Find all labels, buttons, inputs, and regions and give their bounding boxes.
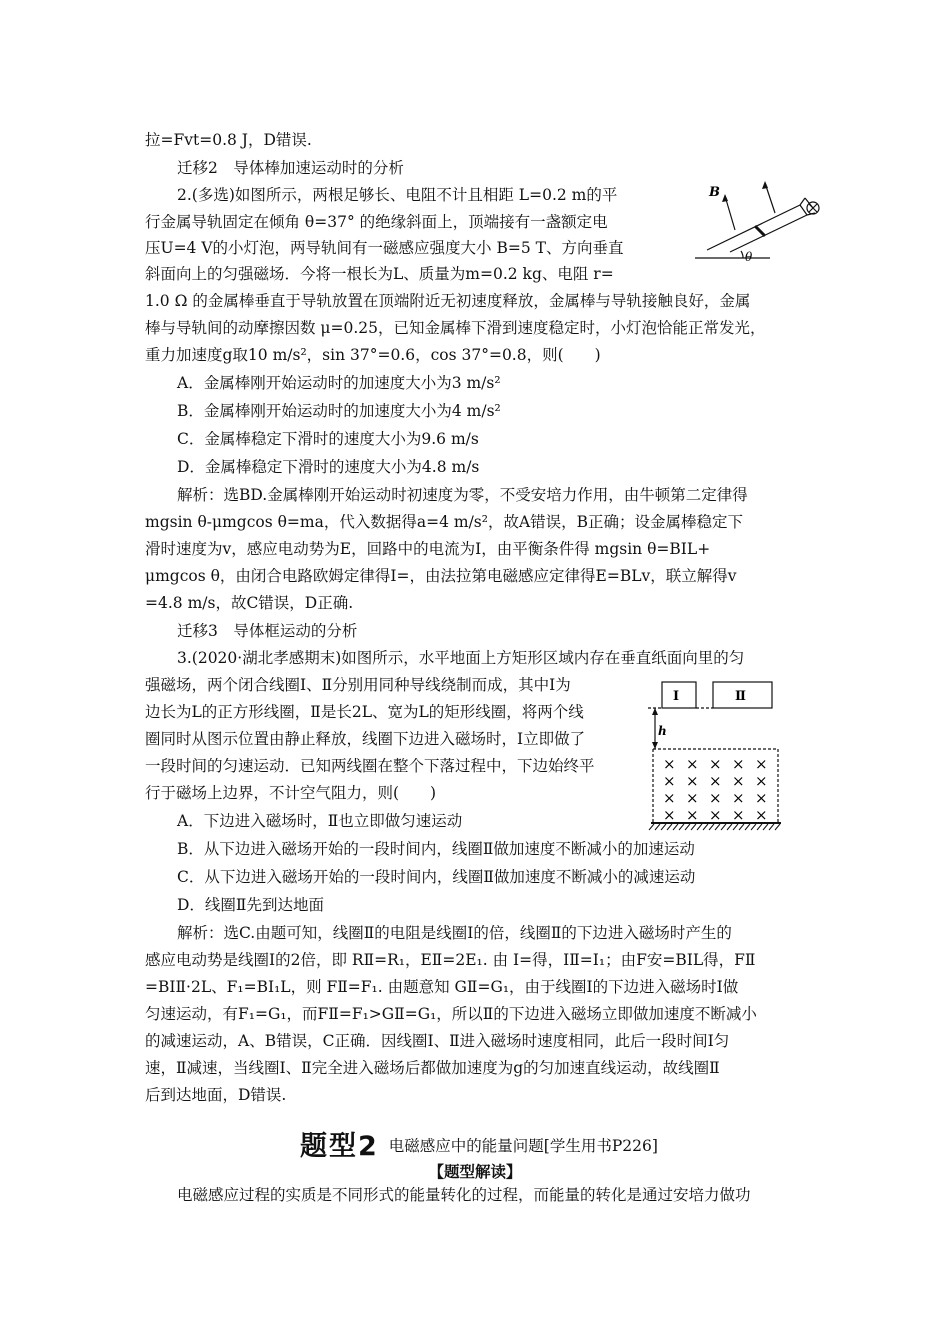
section-number: 题型2 bbox=[300, 1131, 379, 1162]
paragraph-line: 电磁感应过程的实质是不同形式的能量转化的过程，而能量的转化是通过安培力做功 bbox=[177, 1186, 751, 1204]
field-cross: × bbox=[663, 772, 676, 790]
field-cross: × bbox=[732, 806, 745, 824]
paragraph-line: A．金属棒刚开始运动时的加速度大小为3 m/s² bbox=[177, 374, 501, 392]
field-cross: × bbox=[732, 755, 745, 773]
field-cross: × bbox=[709, 789, 722, 807]
inclined-rails-figure bbox=[695, 178, 835, 268]
paragraph-line: C．金属棒稳定下滑时的速度大小为9.6 m/s bbox=[177, 430, 479, 448]
field-cross: × bbox=[686, 755, 699, 773]
field-cross: × bbox=[755, 789, 768, 807]
paragraph-line: D．金属棒稳定下滑时的速度大小为4.8 m/s bbox=[177, 458, 480, 476]
paragraph-line: 滑时速度为v，感应电动势为E，回路中的电流为I，由平衡条件得 mgsin θ=BIL+ bbox=[145, 540, 711, 558]
field-cross: × bbox=[663, 755, 676, 773]
paragraph-line: mgsin θ-μmgcos θ=ma，代入数据得a=4 m/s²，故A错误，B正确；设金属棒稳定下 bbox=[145, 513, 744, 531]
paragraph-line: 后到达地面，D错误. bbox=[145, 1086, 287, 1104]
paragraph-line: =4.8 m/s，故C错误，D正确. bbox=[145, 594, 354, 612]
paragraph-line: 行金属导轨固定在倾角 θ=37° 的绝缘斜面上，顶端接有一盏额定电 bbox=[145, 213, 608, 231]
field-cross: × bbox=[732, 789, 745, 807]
section-heading bbox=[300, 1124, 658, 1163]
paragraph-line: 边长为L的正方形线圈，Ⅱ是长2L、宽为L的矩形线圈，将两个线 bbox=[145, 703, 584, 721]
paragraph-line: 压U=4 V的小灯泡，两导轨间有一磁感应强度大小 B=5 T、方向垂直 bbox=[145, 239, 624, 257]
field-mark-grid bbox=[663, 755, 768, 824]
paragraph-line: 3.(2020·湖北孝感期末)如图所示，水平地面上方矩形区域内存在垂直纸面向里的匀 bbox=[177, 649, 745, 667]
paragraph-line: 的减速运动，A、B错误，C正确．因线圈Ⅰ、Ⅱ进入磁场时速度相同，此后一段时间Ⅰ匀 bbox=[145, 1032, 730, 1050]
field-cross: × bbox=[663, 789, 676, 807]
paragraph-line: 感应电动势是线圈Ⅰ的2倍，即 RⅡ=R₁，EⅡ=2E₁. 由 I=得，IⅡ=I₁；由F安=BIL得，FⅡ bbox=[145, 951, 756, 969]
sub-heading: 【题型解读】 bbox=[428, 1162, 522, 1181]
field-cross: × bbox=[709, 755, 722, 773]
paragraph-line: 速，Ⅱ减速，当线圈Ⅰ、Ⅱ完全进入磁场后都做加速度为g的匀加速直线运动，故线圈Ⅱ bbox=[145, 1059, 720, 1077]
height-label: h bbox=[658, 724, 667, 738]
coils-field-figure bbox=[648, 679, 783, 829]
paragraph-line: 解析：选BD.金属棒刚开始运动时初速度为零，不受安培力作用，由牛顿第二定律得 bbox=[177, 486, 748, 504]
paragraph-line: 圈同时从图示位置由静止释放，线圈下边进入磁场时，Ⅰ立即做了 bbox=[145, 730, 586, 748]
paragraph-line: 强磁场，两个闭合线圈Ⅰ、Ⅱ分别用同种导线绕制而成，其中Ⅰ为 bbox=[145, 676, 571, 694]
paragraph-line: 行于磁场上边界，不计空气阻力，则( ) bbox=[145, 784, 437, 802]
paragraph-line: μmgcos θ，由闭合电路欧姆定律得I=，由法拉第电磁感应定律得E=BLv，联立解得v bbox=[145, 567, 737, 585]
field-label: B bbox=[709, 185, 720, 200]
field-cross: × bbox=[686, 772, 699, 790]
paragraph-line: 斜面向上的匀强磁场．今将一根长为L、质量为m=0.2 kg、电阻 r= bbox=[145, 265, 614, 283]
coil-1-label: Ⅰ bbox=[673, 689, 680, 704]
paragraph-line: 1.0 Ω 的金属棒垂直于导轨放置在顶端附近无初速度释放，金属棒与导轨接触良好，金属 bbox=[145, 292, 751, 310]
section-title: 电磁感应中的能量问题[学生用书P226] bbox=[388, 1137, 658, 1155]
paragraph-line: B．从下边进入磁场开始的一段时间内，线圈Ⅱ做加速度不断减小的加速运动 bbox=[177, 840, 695, 858]
field-cross: × bbox=[663, 806, 676, 824]
field-cross: × bbox=[755, 772, 768, 790]
field-cross: × bbox=[686, 789, 699, 807]
paragraph-line: 拉=Fvt=0.8 J，D错误. bbox=[145, 131, 312, 149]
field-cross: × bbox=[686, 806, 699, 824]
field-cross: × bbox=[709, 806, 722, 824]
paragraph-line: 棒与导轨间的动摩擦因数 μ=0.25，已知金属棒下滑到速度稳定时，小灯泡恰能正常发光， bbox=[145, 319, 766, 337]
paragraph-line: 匀速运动，有F₁=G₁，而FⅡ=F₁>GⅡ=G₁，所以Ⅱ的下边进入磁场立即做加速度不断减小 bbox=[145, 1005, 757, 1023]
paragraph-line: 2.(多选)如图所示，两根足够长、电阻不计且相距 L=0.2 m的平 bbox=[177, 186, 618, 204]
paragraph-line: B．金属棒刚开始运动时的加速度大小为4 m/s² bbox=[177, 402, 501, 420]
paragraph-line: 解析：选C.由题可知，线圈Ⅱ的电阻是线圈Ⅰ的倍，线圈Ⅱ的下边进入磁场时产生的 bbox=[177, 924, 732, 942]
paragraph-line: A．下边进入磁场时，Ⅱ也立即做匀速运动 bbox=[177, 812, 463, 830]
paragraph-line: 迁移3 导体框运动的分析 bbox=[177, 622, 358, 640]
paragraph-line: C．从下边进入磁场开始的一段时间内，线圈Ⅱ做加速度不断减小的减速运动 bbox=[177, 868, 696, 886]
field-cross: × bbox=[732, 772, 745, 790]
field-cross: × bbox=[709, 772, 722, 790]
angle-label: θ bbox=[745, 250, 753, 264]
paragraph-line: =BIⅡ·2L、F₁=BI₁L，则 FⅡ=F₁. 由题意知 GⅡ=G₁，由于线圈Ⅰ的下边进入磁场时Ⅰ做 bbox=[145, 978, 739, 996]
paragraph-line: D．线圈Ⅱ先到达地面 bbox=[177, 896, 324, 914]
paragraph-line: 迁移2 导体棒加速运动时的分析 bbox=[177, 159, 404, 177]
field-cross: × bbox=[755, 806, 768, 824]
paragraph-line: 一段时间的匀速运动．已知两线圈在整个下落过程中，下边始终平 bbox=[145, 757, 595, 775]
coil-2-label: Ⅱ bbox=[735, 689, 746, 704]
field-cross: × bbox=[755, 755, 768, 773]
paragraph-line: 重力加速度g取10 m/s²，sin 37°=0.6，cos 37°=0.8，则( ) bbox=[145, 346, 601, 364]
